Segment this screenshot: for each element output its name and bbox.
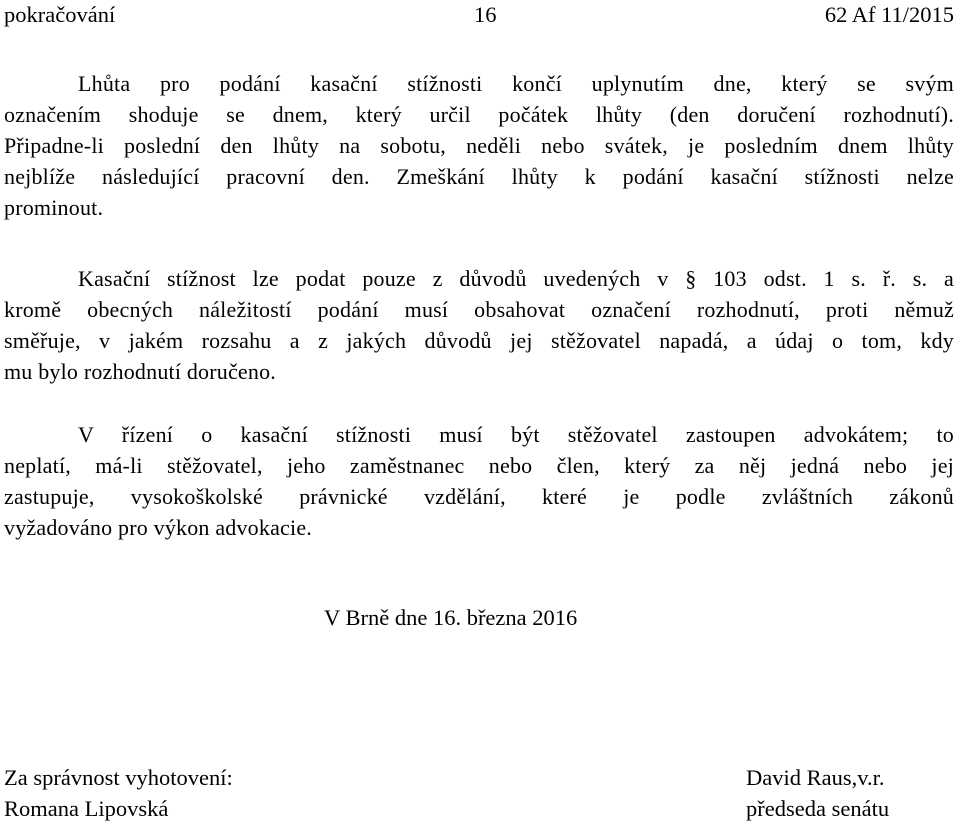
header-case-number: 62 Af 11/2015 [824, 2, 954, 27]
paragraph-line: V řízení o kasační stížnosti musí být stěžovatel zastoupen advokátem; to [78, 422, 954, 447]
paragraph-grounds [4, 263, 954, 387]
paragraph-line: Kasační stížnost lze podat pouze z důvodů uvedených v § 103 odst. 1 s. ř. s. a [78, 266, 954, 291]
header-page-number: 16 [474, 2, 497, 27]
header-continuation-label: pokračování [4, 2, 116, 27]
paragraph-line: vyžadováno pro výkon advokacie. [4, 515, 312, 540]
date-line: V Brně dne 16. března 2016 [324, 605, 578, 630]
paragraph-line: směřuje, v jakém rozsahu a z jakých důvodů jej stěžovatel napadá, a údaj o tom, kdy [4, 328, 954, 353]
judge-title: předseda senátu [746, 796, 890, 821]
paragraph-line: označením shoduje se dnem, který určil počátek lhůty (den doručení rozhodnutí). [4, 102, 954, 127]
clerk-certification-label: Za správnost vyhotovení: [4, 765, 233, 790]
signature-block-clerk [4, 762, 233, 824]
signature-block-judge [746, 762, 889, 824]
judge-name: David Raus,v.r. [746, 765, 885, 790]
paragraph-line: zastupuje, vysokoškolské právnické vzdělání, které je podle zvláštních zákonů [4, 484, 954, 509]
paragraph-deadline [4, 68, 954, 223]
paragraph-line: prominout. [4, 195, 104, 220]
paragraph-line: neplatí, má-li stěžovatel, jeho zaměstnanec nebo člen, který za něj jedná nebo jej [4, 453, 954, 478]
paragraph-line: Lhůta pro podání kasační stížnosti končí uplynutím dne, který se svým [78, 71, 954, 96]
paragraph-line: kromě obecných náležitostí podání musí obsahovat označení rozhodnutí, proti němuž [4, 297, 954, 322]
paragraph-representation [4, 419, 954, 543]
paragraph-line: nejblíže následující pracovní den. Zmeškání lhůty k podání kasační stížnosti nelze [4, 164, 954, 189]
clerk-name: Romana Lipovská [4, 796, 169, 821]
page-header [4, 0, 954, 30]
paragraph-line: mu bylo rozhodnutí doručeno. [4, 359, 276, 384]
paragraph-line: Připadne-li poslední den lhůty na sobotu, neděli nebo svátek, je posledním dnem lhůty [4, 133, 954, 158]
